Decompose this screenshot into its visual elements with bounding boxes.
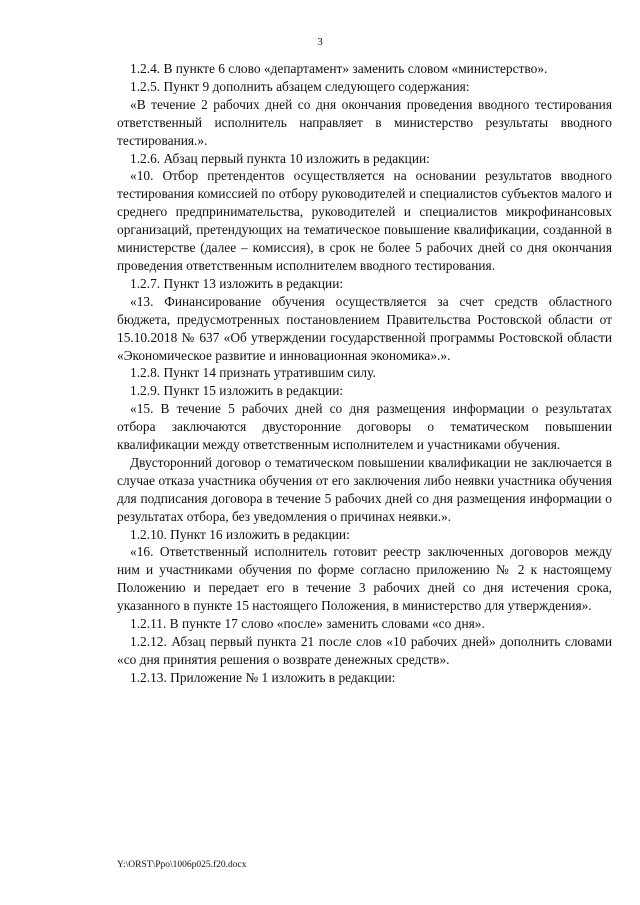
paragraph-1-2-5: 1.2.5. Пункт 9 дополнить абзацем следующего содержания: [130,78,470,94]
footer-file-path: Y:\ORST\Ppo\1006p025.f20.docx [117,860,247,870]
paragraph-1-2-6: 1.2.6. Абзац первый пункта 10 изложить в редакции: [130,150,430,166]
document-body [117,60,612,687]
quote-point-9-addition: «В течение 2 рабочих дней со дня окончания проведения вводного тестирования ответственный исполнитель направляет в министерство результаты вводного тестирования.». [117,96,612,148]
paragraph-1-2-4: 1.2.4. В пункте 6 слово «департамент» заменить словом «министерство». [130,61,548,76]
paragraph-1-2-10: 1.2.10. Пункт 16 изложить в редакции: [130,526,350,542]
quote-point-15-second: Двусторонний договор о тематическом повышении квалификации не заключается в случае отказа участника обучения от его заключения либо неявки участника обучения для подписания договора в течение 5 рабочих дней со дня размещения информации о результатах отбора, без уведомления о причинах неявки.». [117,454,612,524]
quote-point-15: «15. В течение 5 рабочих дней со дня размещения информации о результатах отбора заключаются двусторонние договоры о тематическом повышении квалификации между ответственным исполнителем и участниками обучения. [117,401,612,453]
paragraph-1-2-8: 1.2.8. Пункт 14 признать утратившим силу. [130,365,376,381]
quote-point-10: «10. Отбор претендентов осуществляется на основании результатов вводного тестирования комиссией по отбору руководителей и специалистов субъектов малого и среднего предпринимательства, руководителей и специалистов микрофинансовых организаций, претендующих на тематическое повышение квалификации, созданной в министерстве (далее – комиссия), в срок не более 5 рабочих дней со дня окончания проведения ответственным исполнителем вводного тестирования. [117,168,612,273]
paragraph-1-2-12: 1.2.12. Абзац первый пункта 21 после слов «10 рабочих дней» дополнить словами «со дня принятия решения о возврате денежных средств». [117,634,612,667]
paragraph-1-2-13: 1.2.13. Приложение № 1 изложить в редакции: [130,669,396,685]
page-number: 3 [317,36,323,48]
quote-point-16: «16. Ответственный исполнитель готовит реестр заключенных договоров между ним и участниками обучения по форме согласно приложению № 2 к настоящему Положению и передает его в течение 3 рабочих дней со дня истечения срока, указанного в пункте 15 настоящего Положения, в министерство для утверждения». [117,544,612,614]
quote-point-13: «13. Финансирование обучения осуществляется за счет средств областного бюджета, предусмотренных постановлением Правительства Ростовской области от 15.10.2018 № 637 «Об утверждении государственной программы Ростовской области «Экономическое развитие и инновационная экономика».». [117,293,612,363]
paragraph-1-2-7: 1.2.7. Пункт 13 изложить в редакции: [130,275,344,291]
paragraph-1-2-9: 1.2.9. Пункт 15 изложить в редакции: [130,383,344,399]
paragraph-1-2-11: 1.2.11. В пункте 17 слово «после» заменить словами «со дня». [130,616,485,632]
